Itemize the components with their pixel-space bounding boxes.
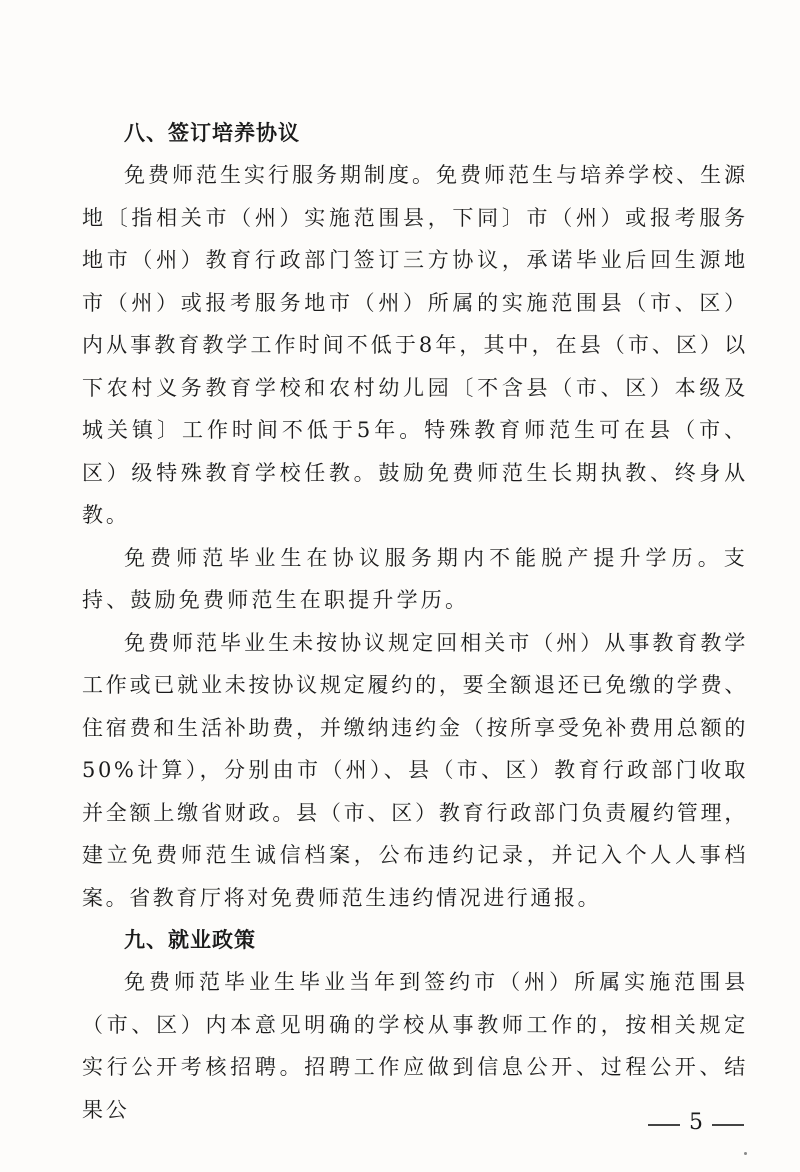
footer-dash-left [648,1124,680,1126]
section-8-heading: 八、签订培养协议 [124,121,300,145]
section-8-paragraph-3: 免费师范毕业生未按协议规定回相关市（州）从事教育教学工作或已就业未按协议规定履约的，要全额退还已免缴的学费、住宿费和生活补助费，并缴纳违约金（按所享受免补费用总额的50%计算），分别由市（州）、县（市、区）教育行政部门收取并全额上缴省财政。县（市、区）教育行政部门负责履约管理，建立免费师范生诚信档案，公布违约记录，并记入个人人事档案。省教育厅将对免费师范生违约情况进行通报。 [82,630,748,910]
section-9-heading: 九、就业政策 [124,928,256,952]
page-number: 5 [689,1110,703,1135]
section-9-paragraph-1: 免费师范毕业生毕业当年到签约市（州）所属实施范围县（市、区）内本意见明确的学校从事教师工作的，按相关规定实行公开考核招聘。招聘工作应做到信息公开、过程公开、结果公 [82,970,748,1122]
scan-speck [744,1152,747,1155]
section-8-paragraph-1: 免费师范生实行服务期制度。免费师范生与培养学校、生源地〔指相关市（州）实施范围县，下同〕市（州）或报考服务地市（州）教育行政部门签订三方协议，承诺毕业后回生源地市（州）或报考服务地市（州）所属的实施范围县（市、区）内从事教育教学工作时间不低于8年，其中，在县（市、区）以下农村义务教育学校和农村幼儿园〔不含县（市、区）本级及城关镇〕工作时间不低于5年。特殊教育师范生可在县（市、区）级特殊教育学校任教。鼓励免费师范生长期执教、终身从教。 [82,163,748,527]
section-8-paragraph-2: 免费师范毕业生在协议服务期内不能脱产提升学历。支持、鼓励免费师范生在职提升学历。 [82,545,748,612]
page-footer [0,1108,800,1138]
document-body [82,112,748,1131]
footer-dash-right [712,1124,744,1126]
